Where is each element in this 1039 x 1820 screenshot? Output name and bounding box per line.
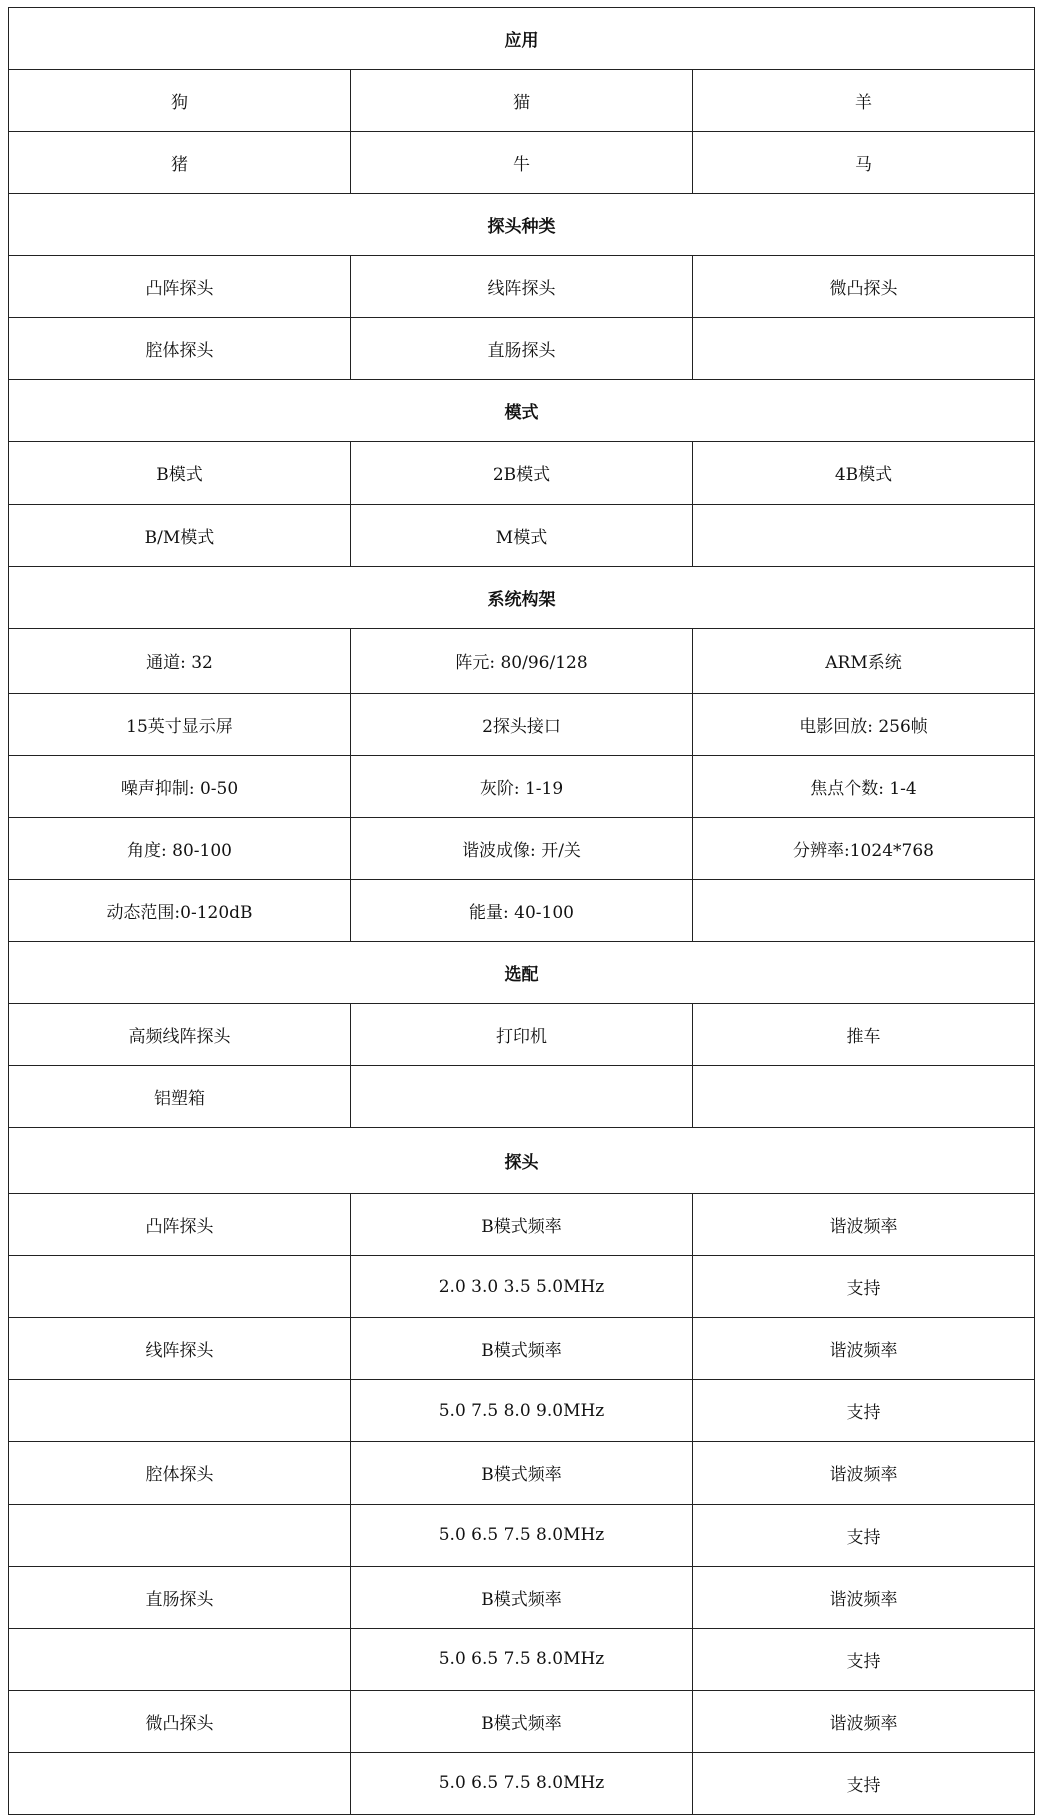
table-cell: 支持 [693,1256,1035,1318]
table-row [9,442,1035,504]
table-cell [9,1504,351,1566]
section-heading: 系统构架 [9,566,1035,628]
table-cell: 推车 [693,1004,1035,1066]
table-cell [693,504,1035,566]
table-row [9,817,1035,879]
table-cell [9,1628,351,1690]
table-cell: 5.0 6.5 7.5 8.0MHz [351,1628,693,1690]
table-cell: 线阵探头 [351,256,693,318]
table-row [9,318,1035,380]
table-cell: 羊 [693,70,1035,132]
table-cell: 铝塑箱 [9,1066,351,1128]
table-cell: 腔体探头 [9,1442,351,1504]
table-cell: 支持 [693,1504,1035,1566]
table-row [9,1318,1035,1380]
table-row [9,693,1035,755]
table-row [9,1752,1035,1814]
table-cell [693,879,1035,941]
table-cell: 支持 [693,1628,1035,1690]
table-cell: 凸阵探头 [9,256,351,318]
table-cell: 电影回放: 256帧 [693,693,1035,755]
table-cell [9,1752,351,1814]
table-row [9,70,1035,132]
table-cell: 猫 [351,70,693,132]
table-cell: 谐波成像: 开/关 [351,817,693,879]
section-header-row [9,380,1035,442]
table-cell: 噪声抑制: 0-50 [9,755,351,817]
table-row [9,132,1035,194]
table-cell: 狗 [9,70,351,132]
section-header-row [9,566,1035,628]
table-cell: 灰阶: 1-19 [351,755,693,817]
table-cell: 2.0 3.0 3.5 5.0MHz [351,1256,693,1318]
table-cell: 角度: 80-100 [9,817,351,879]
table-cell: B模式频率 [351,1318,693,1380]
table-cell [9,1256,351,1318]
table-row [9,1256,1035,1318]
table-cell: 4B模式 [693,442,1035,504]
table-cell: 谐波频率 [693,1194,1035,1256]
table-row [9,1442,1035,1504]
section-heading: 探头 [9,1128,1035,1194]
table-cell: 支持 [693,1380,1035,1442]
section-heading: 模式 [9,380,1035,442]
section-heading: 应用 [9,8,1035,70]
table-cell: 猪 [9,132,351,194]
table-cell: 焦点个数: 1-4 [693,755,1035,817]
table-cell: 谐波频率 [693,1690,1035,1752]
table-cell: 5.0 7.5 8.0 9.0MHz [351,1380,693,1442]
table-cell: B模式频率 [351,1194,693,1256]
table-cell: 线阵探头 [9,1318,351,1380]
table-cell: 谐波频率 [693,1442,1035,1504]
table-cell: 分辨率:1024*768 [693,817,1035,879]
table-cell: 2B模式 [351,442,693,504]
section-heading: 探头种类 [9,194,1035,256]
table-cell: 打印机 [351,1004,693,1066]
table-row [9,755,1035,817]
table-cell: 微凸探头 [9,1690,351,1752]
spec-table [8,7,1035,1815]
table-cell [693,318,1035,380]
table-cell [9,1380,351,1442]
table-cell: M模式 [351,504,693,566]
table-cell: 15英寸显示屏 [9,693,351,755]
table-cell [693,1066,1035,1128]
table-cell: 牛 [351,132,693,194]
table-cell: 谐波频率 [693,1318,1035,1380]
table-cell: 马 [693,132,1035,194]
table-cell: 腔体探头 [9,318,351,380]
table-cell: 支持 [693,1752,1035,1814]
section-header-row [9,8,1035,70]
section-header-row [9,1128,1035,1194]
table-cell: 微凸探头 [693,256,1035,318]
table-cell: B模式频率 [351,1566,693,1628]
table-row [9,1628,1035,1690]
table-cell: 高频线阵探头 [9,1004,351,1066]
table-row [9,1066,1035,1128]
table-cell: 5.0 6.5 7.5 8.0MHz [351,1752,693,1814]
table-row [9,1690,1035,1752]
table-cell: B模式 [9,442,351,504]
table-cell: 2探头接口 [351,693,693,755]
table-cell: 能量: 40-100 [351,879,693,941]
section-heading: 选配 [9,941,1035,1003]
table-row [9,504,1035,566]
table-cell: 直肠探头 [9,1566,351,1628]
table-cell: 5.0 6.5 7.5 8.0MHz [351,1504,693,1566]
table-cell: ARM系统 [693,628,1035,693]
table-row [9,256,1035,318]
table-row [9,1504,1035,1566]
table-row [9,628,1035,693]
table-cell: 谐波频率 [693,1566,1035,1628]
table-cell: B/M模式 [9,504,351,566]
table-cell: B模式频率 [351,1442,693,1504]
table-row [9,1004,1035,1066]
table-cell: 直肠探头 [351,318,693,380]
table-row [9,1194,1035,1256]
table-cell: 动态范围:0-120dB [9,879,351,941]
section-header-row [9,941,1035,1003]
spec-table-body [9,8,1035,1815]
table-cell: 凸阵探头 [9,1194,351,1256]
table-row [9,1380,1035,1442]
section-header-row [9,194,1035,256]
table-row [9,879,1035,941]
table-cell [351,1066,693,1128]
table-row [9,1566,1035,1628]
table-cell: B模式频率 [351,1690,693,1752]
table-cell: 通道: 32 [9,628,351,693]
table-cell: 阵元: 80/96/128 [351,628,693,693]
